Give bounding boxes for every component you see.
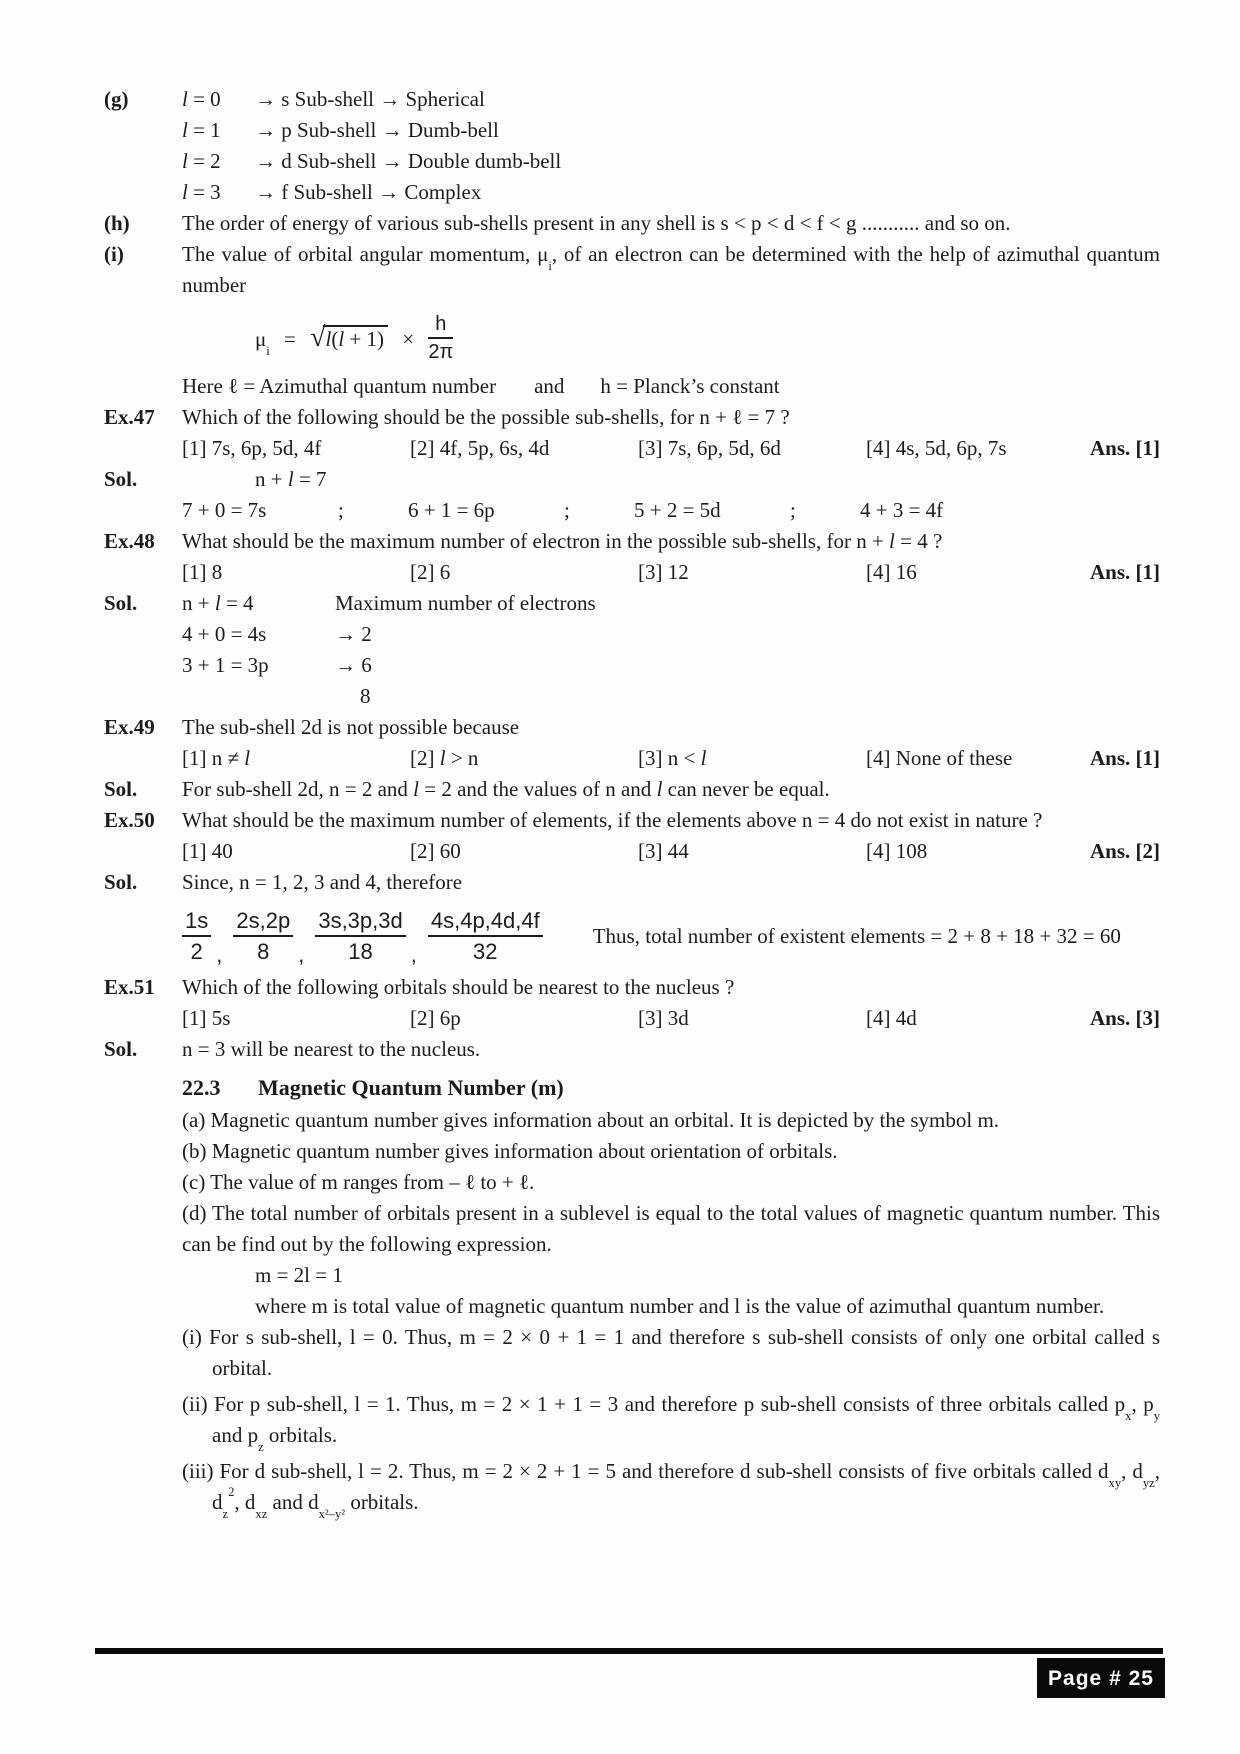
point-d-row [104,1198,1160,1260]
option-3: [3] 3d [638,1006,689,1030]
ex48-sol-row-3 [104,650,1160,681]
item-g-label: (g) [104,87,129,111]
ex50-question-row [104,805,1160,836]
answer-badge: Ans. [1] [1089,560,1160,584]
point-c: (c) The value of m ranges from – ℓ to + ℓ. [182,1170,535,1194]
fraction-comma: , [410,942,417,967]
point-a: (a) Magnetic quantum number gives information about an orbital. It is depicted by the symbol m. [182,1108,1000,1132]
ex50-fractions-row [104,898,1160,972]
ex48-sol-left-3: 3 + 1 = 3p [182,653,269,677]
ex48-sol-total-body [182,681,1160,712]
shell-fraction-3 [315,908,405,964]
section-heading-row [104,1072,1160,1103]
azimuthal-value-1: l = 1 [182,118,221,142]
item-g-body-4 [182,177,1160,208]
ex51-label: Ex.51 [104,975,155,999]
ex48-sol-left-1: n + l = 4 [182,591,254,615]
ex49-sol-row [104,774,1160,805]
legend-planck: h = Planck’s constant [600,374,780,398]
subpoint-ii: (ii) For p sub-shell, l = 1. Thus, m = 2 × 1 + 1 = 3 and therefore p sub-shell consists of three orbitals called $p_x$, $p_y$ and $p_z$ orbitals. [182,1392,1160,1454]
option-2: [2] 6p [410,1006,461,1030]
legend-azimuthal: Here ℓ = Azimuthal quantum number [182,374,497,398]
option-4: [4] 16 [866,560,917,584]
ex48-question: What should be the maximum number of electron in the possible sub-shells, for n + l = 4 ? [182,529,943,553]
mu-subscript: i [266,343,270,358]
azimuthal-value-3: l = 3 [182,180,221,204]
section-title: Magnetic Quantum Number (m) [258,1075,564,1100]
ex47-label: Ex.47 [104,405,155,429]
ex50-question: What should be the maximum number of elements, if the elements above n = 4 do not exist in nature ? [182,808,1043,832]
ex50-sol-intro: Since, n = 1, 2, 3 and 4, therefore [182,870,463,894]
m-equation: m = 2l = 1 [255,1263,343,1287]
point-a-row [104,1105,1160,1136]
where-note-body [182,1291,1160,1322]
ex48-sol-total-row [104,681,1160,712]
ex50-sol-row [104,867,1160,898]
ex49-options-row [104,743,1160,774]
option-2: [2] l > n [410,746,479,770]
ex47-question-row [104,402,1160,433]
fraction-numerator: 1s [182,908,211,937]
item-i-text: The value of orbital angular momentum, $\mu_i$, of an electron can be determined with the help of azimuthal quantum number [182,242,1160,297]
point-c-row [104,1167,1160,1198]
m-equation-body [182,1260,1160,1291]
option-1: [1] 8 [182,560,223,584]
ex48-sol-right-1: Maximum number of electrons [335,591,596,615]
item-g-row-4 [104,177,1160,208]
fraction-numerator: 3s,3p,3d [315,908,405,937]
where-note: where m is total value of magnetic quantum number and l is the value of azimuthal quantum number. [255,1294,1105,1318]
option-1: [1] 40 [182,839,233,863]
ex50-options [182,836,1160,867]
formula-row [104,301,1160,371]
page-number-label: Page # 25 [1048,1666,1154,1690]
ex48-options [182,557,1160,588]
fraction-comma: , [216,942,223,967]
ex50-options-row [104,836,1160,867]
radical-content: l(l + 1) [323,325,388,351]
ex51-options [182,1003,1160,1034]
legend-and: and [534,374,565,398]
answer-badge: Ans. [2] [1089,839,1160,863]
m-equation-row [104,1260,1160,1291]
ex47-sol-equation: n + l = 7 [255,467,327,491]
item-h-label: (h) [104,211,130,235]
ex49-question-row [104,712,1160,743]
point-b: (b) Magnetic quantum number gives information about orientation of orbitals. [182,1139,838,1163]
ex51-question-row [104,972,1160,1003]
option-3: [3] 12 [638,560,689,584]
ex49-question: The sub-shell 2d is not possible because [182,715,520,739]
ex51-options-row [104,1003,1160,1034]
fraction-denominator: 32 [473,939,498,964]
sol-label: Sol. [104,467,138,491]
ex48-label: Ex.48 [104,529,155,553]
option-1: [1] 5s [182,1006,231,1030]
shell-fraction-4 [428,908,543,964]
ex47-question: Which of the following should be the possible sub-shells, for n + ℓ = 7 ? [182,405,790,429]
ex50-label: Ex.50 [104,808,155,832]
ex48-sol-total: 8 [360,684,371,708]
option-2: [2] 60 [410,839,461,863]
section-number: 22.3 [182,1075,221,1100]
shell-fractions [182,908,543,967]
ex48-sol-body-2 [182,619,1160,650]
sol-label: Sol. [104,591,138,615]
subpoint-i-row [104,1322,1160,1384]
fraction-numerator: h [428,312,453,339]
answer-badge: Ans. [3] [1089,1006,1160,1030]
sol-cell-4: 4 + 3 = 4f [860,498,944,522]
ex51-sol-row [104,1034,1160,1065]
point-b-row [104,1136,1160,1167]
option-4: [4] None of these [866,746,1013,770]
ex48-sol-right-2: → 2 [335,622,372,646]
sol-label: Sol. [104,1037,138,1061]
page-number-badge [1037,1658,1165,1698]
section-heading [182,1072,1160,1103]
option-2: [2] 6 [410,560,451,584]
sol-cell-2: 6 + 1 = 6p [408,498,495,522]
ex51-question: Which of the following orbitals should be nearest to the nucleus ? [182,975,735,999]
sol-separator-1: ; [338,498,344,522]
item-g-row-2 [104,115,1160,146]
fraction-denominator: 2 [190,939,203,964]
sol-label: Sol. [104,870,138,894]
subshell-shape-0: → s Sub-shell → Spherical [255,87,485,111]
option-4: [4] 4s, 5d, 6p, 7s [866,436,1007,460]
radical-sign: √ [310,322,326,353]
subpoint-iii: (iii) For d sub-shell, l = 2. Thus, m = 2 × 2 + 1 = 5 and therefore d sub-shell consists of five orbitals called $d_{xy}$, $d_{yz}$, $d_z^2$, $d_{xz}$ and $d_{x^2-y^2}$ orbitals. [182,1459,1160,1521]
ex49-label: Ex.49 [104,715,155,739]
ex48-sol-row-2 [104,619,1160,650]
ex50-fractions-body [182,908,1160,967]
ex51-sol-text: n = 3 will be nearest to the nucleus. [182,1037,481,1061]
orbital-angular-momentum-formula [255,309,1160,367]
subshell-shape-2: → d Sub-shell → Double dumb-bell [255,149,562,173]
item-i-label: (i) [104,242,124,266]
item-h-text: The order of energy of various sub-shells present in any shell is s < p < d < f < g ........... and so on. [182,211,1011,235]
legend-row [104,371,1160,402]
sol-cell-1: 7 + 0 = 7s [182,498,267,522]
footer-rule [95,1648,1163,1654]
option-1: [1] n ≠ l [182,746,251,770]
ex47-sol-row [104,464,1160,495]
item-g-row-1 [104,84,1160,115]
ex48-sol-body-1 [182,588,1160,619]
legend-body [182,371,1160,402]
answer-badge: Ans. [1] [1089,746,1160,770]
option-3: [3] 44 [638,839,689,863]
ex47-sol-cells [182,495,1160,526]
answer-badge: Ans. [1] [1089,436,1160,460]
where-note-row [104,1291,1160,1322]
sol-separator-3: ; [790,498,796,522]
ex49-options [182,743,1160,774]
ex48-question-row [104,526,1160,557]
subpoint-ii-row [104,1389,1160,1454]
equals-sign: = [284,327,296,351]
item-g-body-2 [182,115,1160,146]
subshell-shape-1: → p Sub-shell → Dumb-bell [255,118,499,142]
fraction-comma: , [298,942,305,967]
times-sign: × [402,327,415,351]
option-1: [1] 7s, 6p, 5d, 4f [182,436,322,460]
item-g-row-3 [104,146,1160,177]
option-2: [2] 4f, 5p, 6s, 4d [410,436,550,460]
sol-separator-2: ; [564,498,570,522]
sol-cell-3: 5 + 2 = 5d [634,498,721,522]
fraction-denominator: 18 [348,939,373,964]
ex47-options-row [104,433,1160,464]
formula-body [182,301,1160,371]
fraction-denominator: 2π [428,341,454,364]
item-g-body-1 [182,84,1160,115]
fraction-numerator: 4s,4p,4d,4f [428,908,543,937]
fraction-numerator: 2s,2p [233,908,293,937]
azimuthal-value-2: l = 2 [182,149,221,173]
option-3: [3] n < l [638,746,707,770]
ex48-options-row [104,557,1160,588]
item-h-row [104,208,1160,239]
ex47-sol-body [182,464,1160,495]
point-d: (d) The total number of orbitals present in a sublevel is equal to the total values of magnetic quantum number. This can be find out by the following expression. [182,1201,1160,1256]
fraction-denominator: 8 [257,939,270,964]
option-4: [4] 4d [866,1006,917,1030]
planck-fraction [428,312,453,364]
mu-symbol: μ [255,327,267,351]
ex48-sol-left-2: 4 + 0 = 4s [182,622,267,646]
option-4: [4] 108 [866,839,928,863]
ex48-sol-right-3: → 6 [335,653,372,677]
subpoint-i: (i) For s sub-shell, l = 0. Thus, m = 2 × 0 + 1 = 1 and therefore s sub-shell consists of only one orbital called s orbital. [182,1325,1160,1380]
ex47-options [182,433,1160,464]
ex48-sol-row-1 [104,588,1160,619]
ex48-sol-body-3 [182,650,1160,681]
option-3: [3] 7s, 6p, 5d, 6d [638,436,781,460]
sol-label: Sol. [104,777,138,801]
subpoint-iii-row [104,1456,1160,1521]
item-g-body-3 [182,146,1160,177]
subshell-shape-3: → f Sub-shell → Complex [255,180,482,204]
ex49-sol-text: For sub-shell 2d, n = 2 and l = 2 and the values of n and l can never be equal. [182,777,830,801]
item-i-row [104,239,1160,301]
shell-fraction-1 [182,908,211,964]
shell-fraction-2 [233,908,293,964]
ex47-sol-cells-row [104,495,1160,526]
azimuthal-value-0: l = 0 [182,87,221,111]
thus-statement: Thus, total number of existent elements = 2 + 8 + 18 + 32 = 60 [592,923,1121,948]
